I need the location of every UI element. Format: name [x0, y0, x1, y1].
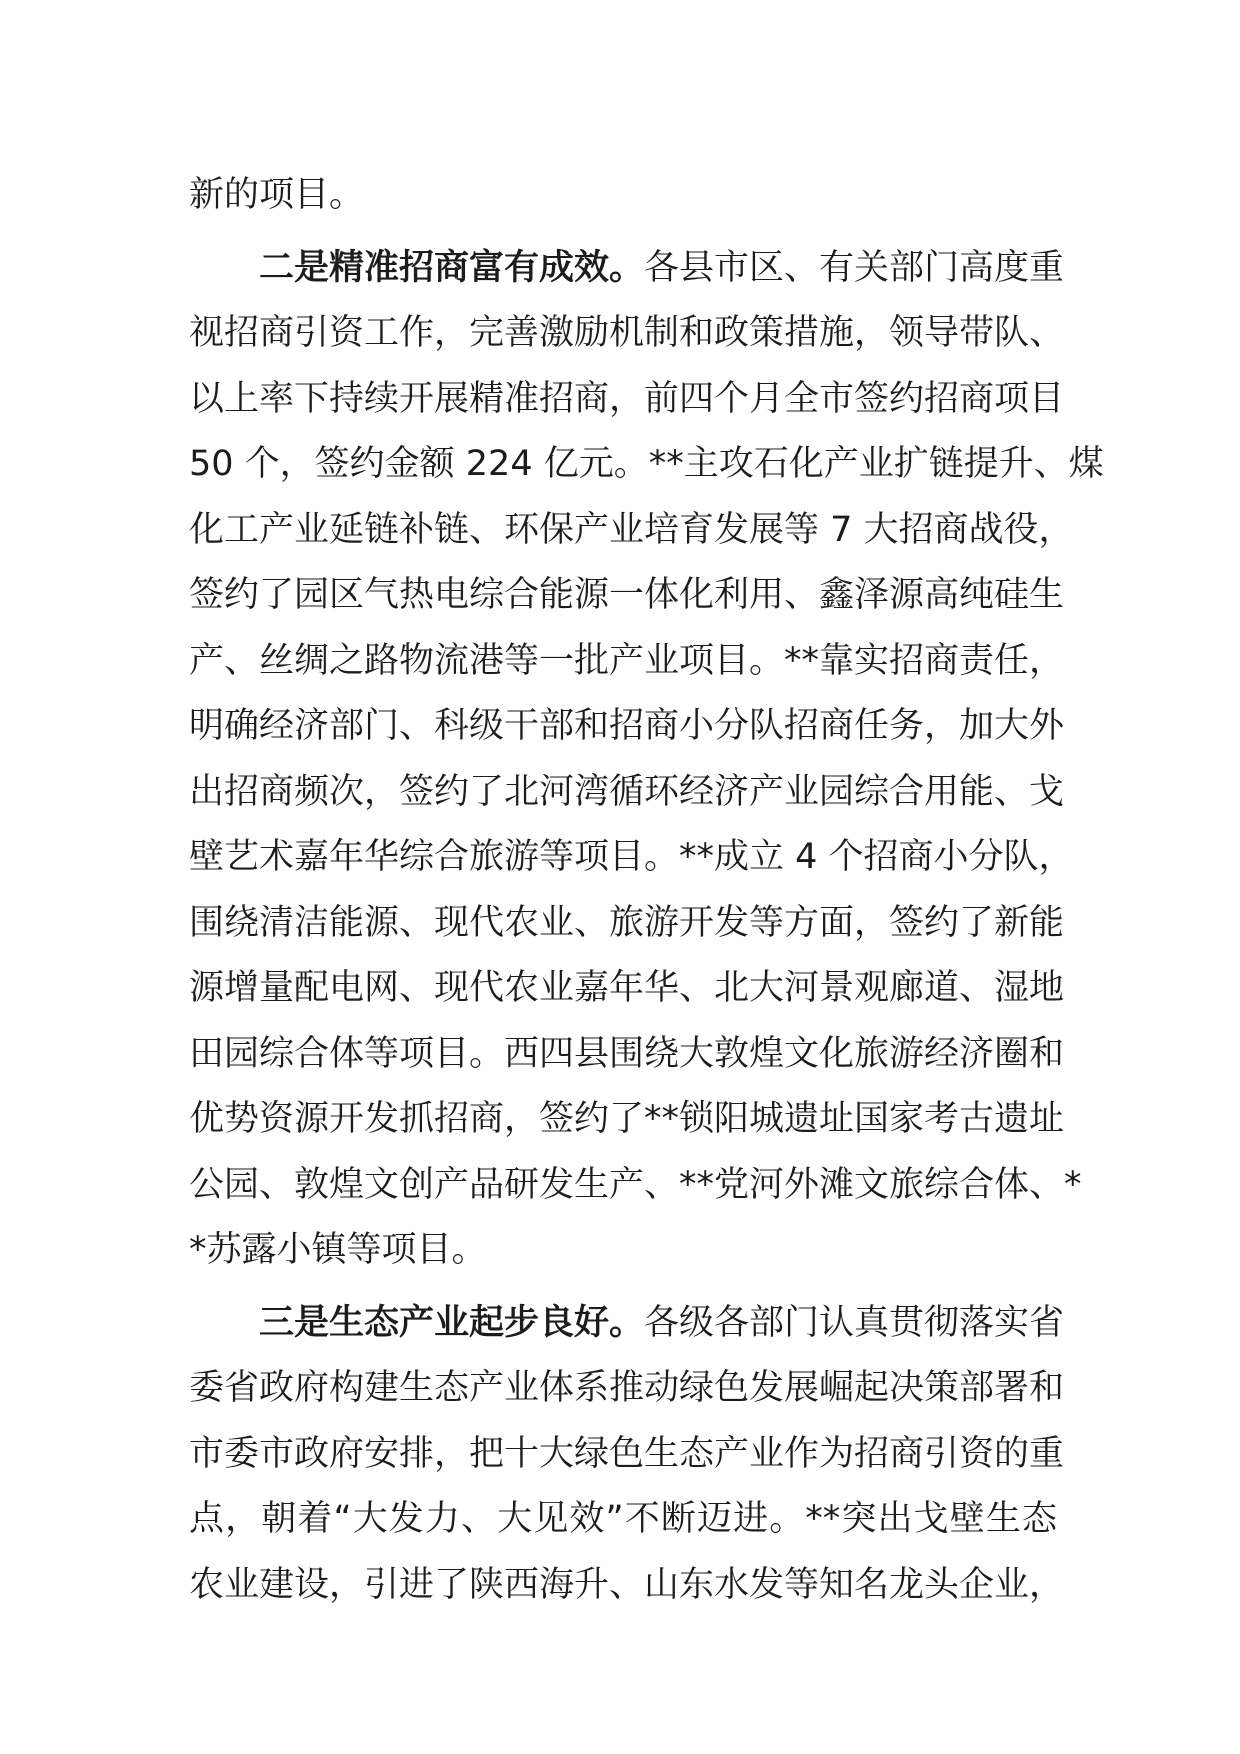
para3-line: 市委市政府安排，把十大绿色生态产业作为招商引资的重	[189, 1433, 1065, 1474]
opening-line: 新的项目。	[189, 175, 365, 215]
para2-line: 产、丝绸之路物流港等一批产业项目。**靠实招商责任，	[189, 640, 1065, 681]
para3-line: 农业建设，引进了陕西海升、山东水发等知名龙头企业，	[189, 1564, 1065, 1605]
para2-line: 以上率下持续开展精准招商，前四个月全市签约招商项目	[189, 378, 1065, 419]
para2-line: 公园、敦煌文创产品研发生产、**党河外滩文旅综合体、*	[189, 1164, 1082, 1205]
para3-line: 委省政府构建生态产业体系推动绿色发展崛起决策部署和	[189, 1368, 1065, 1408]
paragraph-gap	[189, 229, 1057, 236]
para2-first-line	[189, 236, 1065, 302]
para2-line: 签约了园区气热电综合能源一体化利用、鑫泽源高纯硅生	[189, 575, 1065, 615]
document-body	[189, 163, 1104, 1618]
para2-line: 优势资源开发抓招商，签约了**锁阳城遗址国家考古遗址	[189, 1099, 1065, 1139]
para2-first-rest: 各县市区、有关部门高度重	[644, 247, 1065, 288]
para2-last-line: *苏露小镇等项目。	[189, 1230, 487, 1270]
para2-line: 视招商引资工作，完善激励机制和政策措施，领导带队、	[189, 313, 1065, 353]
para2-line: 出招商频次，签约了北河湾循环经济产业园综合用能、戈	[189, 771, 1065, 812]
para2-line: 围绕清洁能源、现代农业、旅游开发等方面，签约了新能	[189, 902, 1065, 943]
para2-line: 田园综合体等项目。西四县围绕大敦煌文化旅游经济圈和	[189, 1033, 1065, 1074]
para2-line: 壁艺术嘉年华综合旅游等项目。**成立 4 个招商小分队，	[189, 837, 1074, 877]
para3-first-rest: 各级各部门认真贯彻落实省	[644, 1302, 1065, 1343]
para2-line: 源增量配电网、现代农业嘉年华、北大河景观廊道、湿地	[189, 968, 1065, 1008]
para2-lead: 二是精准招商富有成效。	[259, 247, 645, 288]
para3-lead: 三是生态产业起步良好。	[259, 1302, 645, 1343]
para2-line: 化工产业延链补链、环保产业培育发展等 7 大招商战役，	[189, 509, 1074, 550]
paragraph-gap	[189, 1284, 1057, 1291]
para3-first-line	[189, 1291, 1065, 1357]
para2-line: 明确经济部门、科级干部和招商小分队招商任务，加大外	[189, 706, 1065, 746]
para3-line: 点，朝着“大发力、大见效”不断迈进。**突出戈壁生态	[189, 1499, 1057, 1539]
para2-line: 50 个，签约金额 224 亿元。**主攻石化产业扩链提升、煤	[189, 444, 1104, 484]
